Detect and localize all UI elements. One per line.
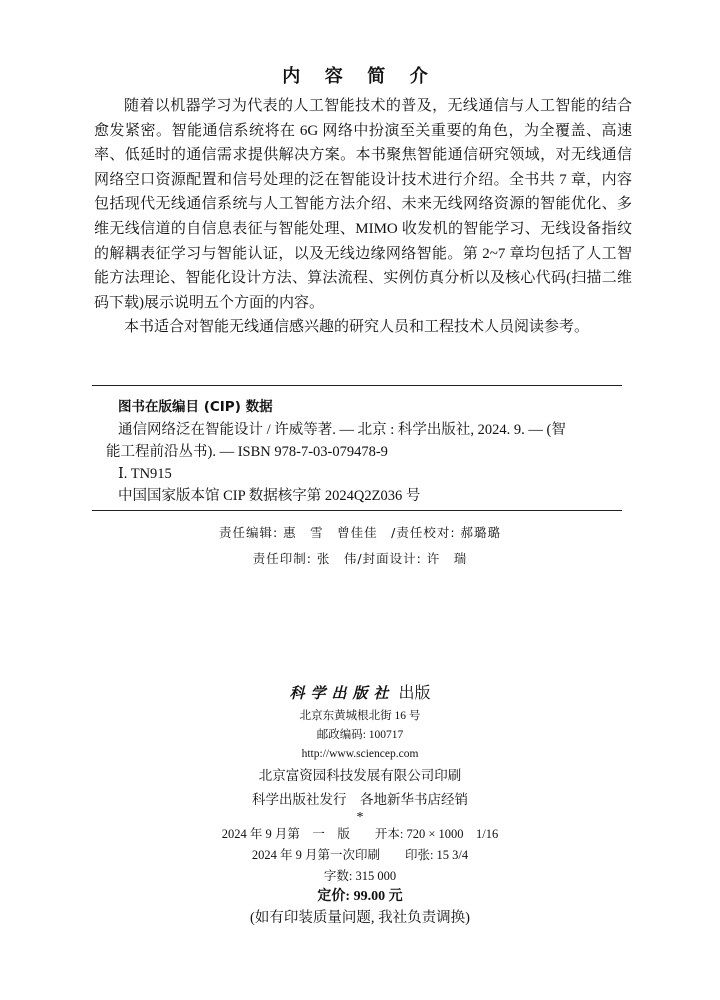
publisher-logo: 科学出版社 [289,684,395,702]
distribution: 科学出版社发行 各地新华书店经销 [252,792,468,807]
imprint-block [0,680,720,929]
cip-top-rule [92,385,622,386]
publisher-address: 北京东黄城根北街 16 号 [299,710,421,722]
printer: 北京富资园科技发展有限公司印刷 [258,768,462,783]
separator-star: * [356,810,364,825]
cip-block [106,396,624,507]
credits-line-2: 责任印制: 张 伟/封面设计: 许 瑞 [252,551,468,566]
word-count: 字数: 315 000 [323,869,397,883]
cip-entry-line-2: 能工程前沿丛书). –– ISBN 978-7-03-079478-9 [106,444,388,460]
credits-line-1: 责任编辑: 惠 雪 曾佳佳 /责任校对: 郝璐璐 [218,525,502,540]
abstract [94,94,632,340]
publisher-postcode: 邮政编码: 100717 [316,729,404,741]
price: 定价: 99.00 元 [317,889,403,904]
cip-heading: 图书在版编目 (CIP) 数据 [118,399,273,415]
cip-record-number: 中国国家版本馆 CIP 数据核字第 2024Q2Z036 号 [118,488,421,504]
abstract-paragraph-1: 随着以机器学习为代表的人工智能技术的普及，无线通信与人工智能的结合愈发紧密。智能通信系统将在 6G 网络中扮演至关重要的角色，为全覆盖、高速率、低延时的通信需求提供解决方案。本书聚焦智能通信研究领域，对无线通信网络空口资源配置和信号处理的泛在智能设计技术进行介绍。全书共 7 章，内容包括现代无线通信系统与人工智能方法介绍、未来无线网络资源的智能优化、多维无线信道的自信息表征与智能处理、MIMO 收发机的智能学习、无线设备指纹的解耦表征学习与智能认证，以及无线边缘网络智能。第 2~7 章均包括了人工智能方法理论、智能化设计方法、算法流程、实例仿真分析以及核心代码(扫描二维码下载)展示说明五个方面的内容。 [94,98,632,311]
cip-classification: Ⅰ. TN915 [118,466,172,482]
cip-entry-line-1: 通信网络泛在智能设计 / 许威等著. –– 北京 : 科学出版社, 2024. 9. –– (智 [118,422,566,438]
edition-info: 2024 年 9 月第 一 版 开本: 720 × 1000 1/16 [221,827,499,841]
publisher-website: http://www.sciencep.com [301,748,419,760]
abstract-paragraph-2: 本书适合对智能无线通信感兴趣的研究人员和工程技术人员阅读参考。 [124,319,590,336]
publisher-suffix: 出版 [398,685,431,702]
cip-bottom-rule [92,510,622,511]
quality-note: (如有印装质量问题, 我社负责调换) [250,910,470,926]
printing-info: 2024 年 9 月第一次印刷 印张: 15 3/4 [251,848,469,862]
page-title: 内 容 简 介 [282,66,438,86]
publisher-line [0,680,720,703]
